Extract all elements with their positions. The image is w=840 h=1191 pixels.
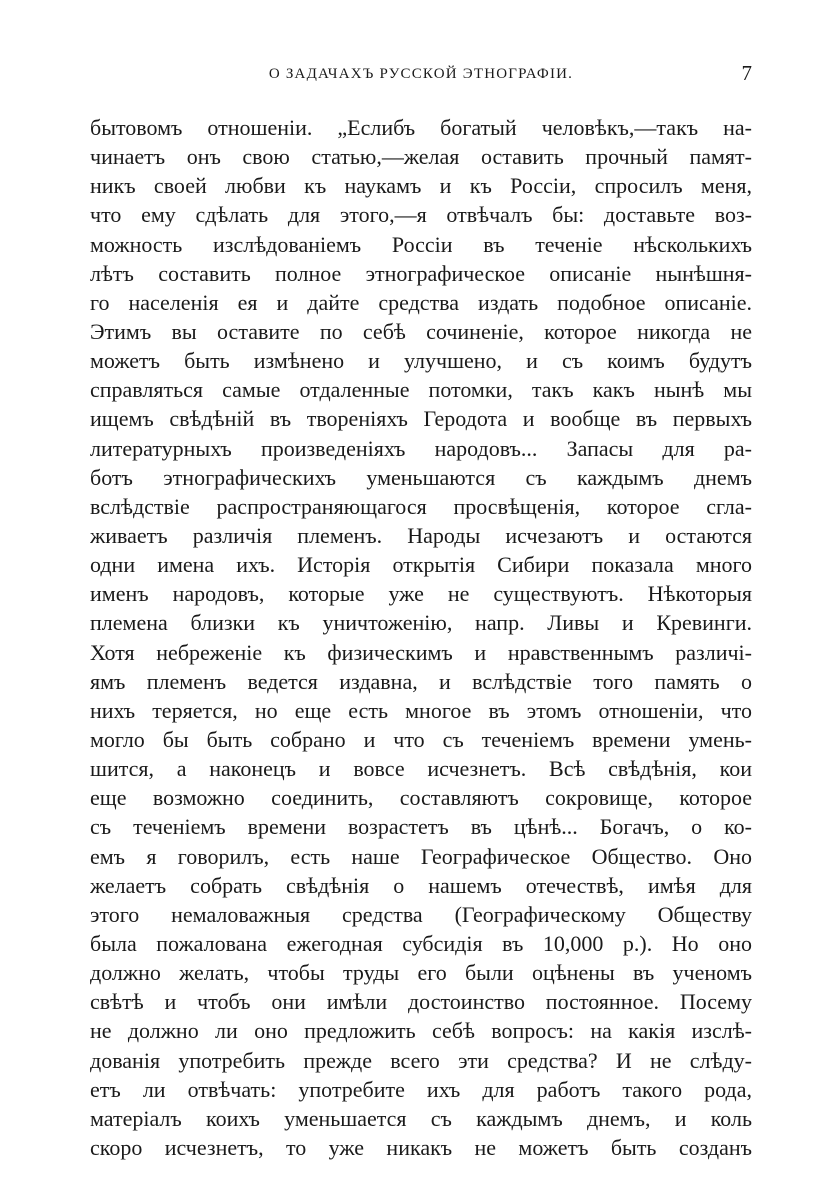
running-title: О ЗАДАЧАХЪ РУССКОЙ ЭТНОГРАФІИ. bbox=[268, 66, 574, 82]
text-line: можность изслѣдованіемъ Россіи въ теченіе нѣсколькихъ bbox=[90, 231, 752, 257]
text-line: бытовомъ отношеніи. „Еслибъ богатый человѣкъ,—такъ на- bbox=[90, 115, 752, 140]
text-line: одни имена ихъ. Исторія открытія Сибири показала много bbox=[90, 552, 752, 578]
text-line: чинаетъ онъ свою статью,—желая оставить прочный памят- bbox=[90, 144, 752, 170]
text-line: именъ народовъ, которые уже не существуютъ. Нѣкоторыя bbox=[90, 581, 752, 607]
text-line: матеріалъ коихъ уменьшается съ каждымъ днемъ, и коль bbox=[90, 1105, 752, 1131]
text-line: еще возможно соединить, составляютъ сокровище, которое bbox=[90, 785, 752, 811]
text-line: свѣтѣ и чтобъ они имѣли достоинство постоянное. Посему bbox=[90, 989, 752, 1015]
text-line: этого немаловажныя средства (Географическому Обществу bbox=[90, 901, 752, 927]
text-line: никъ своей любви къ наукамъ и къ Россіи, спросилъ меня, bbox=[90, 173, 752, 199]
text-line: ботъ этнографическихъ уменьшаются съ каждымъ днемъ bbox=[90, 464, 752, 490]
text-line: вслѣдствіе распространяющагося просвѣщенія, которое сгла- bbox=[90, 493, 752, 519]
text-line: лѣтъ составить полное этнографическое описаніе нынѣшня- bbox=[90, 260, 752, 286]
text-line: что ему сдѣлать для этого,—я отвѣчалъ бы: доставьте воз- bbox=[90, 202, 752, 228]
running-head bbox=[90, 61, 752, 86]
text-line: была пожалована ежегодная субсидія въ 10,000 р.). Но оно bbox=[90, 930, 752, 956]
text-line: шится, а наконецъ и вовсе исчезнетъ. Всѣ свѣдѣнія, кои bbox=[90, 756, 752, 782]
text-line: скоро исчезнетъ, то уже никакъ не можетъ быть созданъ bbox=[90, 1134, 752, 1160]
text-line: съ теченіемъ времени возрастетъ въ цѣнѣ... Богачъ, о ко- bbox=[90, 814, 752, 840]
text-line: должно желать, чтобы труды его были оцѣнены въ ученомъ bbox=[90, 960, 752, 986]
text-line: дованія употребить прежде всего эти средства? И не слѣду- bbox=[90, 1047, 752, 1073]
text-line: нихъ теряется, но еще есть многое въ этомъ отношеніи, что bbox=[90, 697, 752, 723]
page-number: 7 bbox=[741, 61, 752, 85]
body-text bbox=[90, 113, 752, 1162]
text-line: живаетъ различія племенъ. Народы исчезаютъ и остаются bbox=[90, 522, 752, 548]
text-line: племена близки къ уничтоженію, напр. Ливы и Кревинги. bbox=[90, 610, 752, 636]
text-line: Хотя небреженіе къ физическимъ и нравственнымъ различі- bbox=[90, 639, 752, 665]
text-line: Этимъ вы оставите по себѣ сочиненіе, которое никогда не bbox=[90, 318, 752, 344]
text-line: можетъ быть измѣнено и улучшено, и съ коимъ будутъ bbox=[90, 348, 752, 374]
text-line: справляться самые отдаленные потомки, такъ какъ нынѣ мы bbox=[90, 377, 752, 403]
text-line: емъ я говорилъ, есть наше Географическое Общество. Оно bbox=[90, 843, 752, 869]
text-line: желаетъ собрать свѣдѣнія о нашемъ отечествѣ, имѣя для bbox=[90, 872, 752, 898]
text-line: не должно ли оно предложить себѣ вопросъ: на какія изслѣ- bbox=[90, 1018, 752, 1044]
text-line: могло бы быть собрано и что съ теченіемъ времени умень- bbox=[90, 726, 752, 752]
text-line: ямъ племенъ ведется издавна, и вслѣдствіе того память о bbox=[90, 668, 752, 694]
text-line: го населенія ея и дайте средства издать подобное описаніе. bbox=[90, 289, 752, 315]
text-line: етъ ли отвѣчать: употребите ихъ для работъ такого рода, bbox=[90, 1076, 752, 1102]
text-line: ищемъ свѣдѣній въ твореніяхъ Геродота и вообще въ первыхъ bbox=[90, 406, 752, 432]
text-line: литературныхъ произведеніяхъ народовъ... Запасы для ра- bbox=[90, 435, 752, 461]
